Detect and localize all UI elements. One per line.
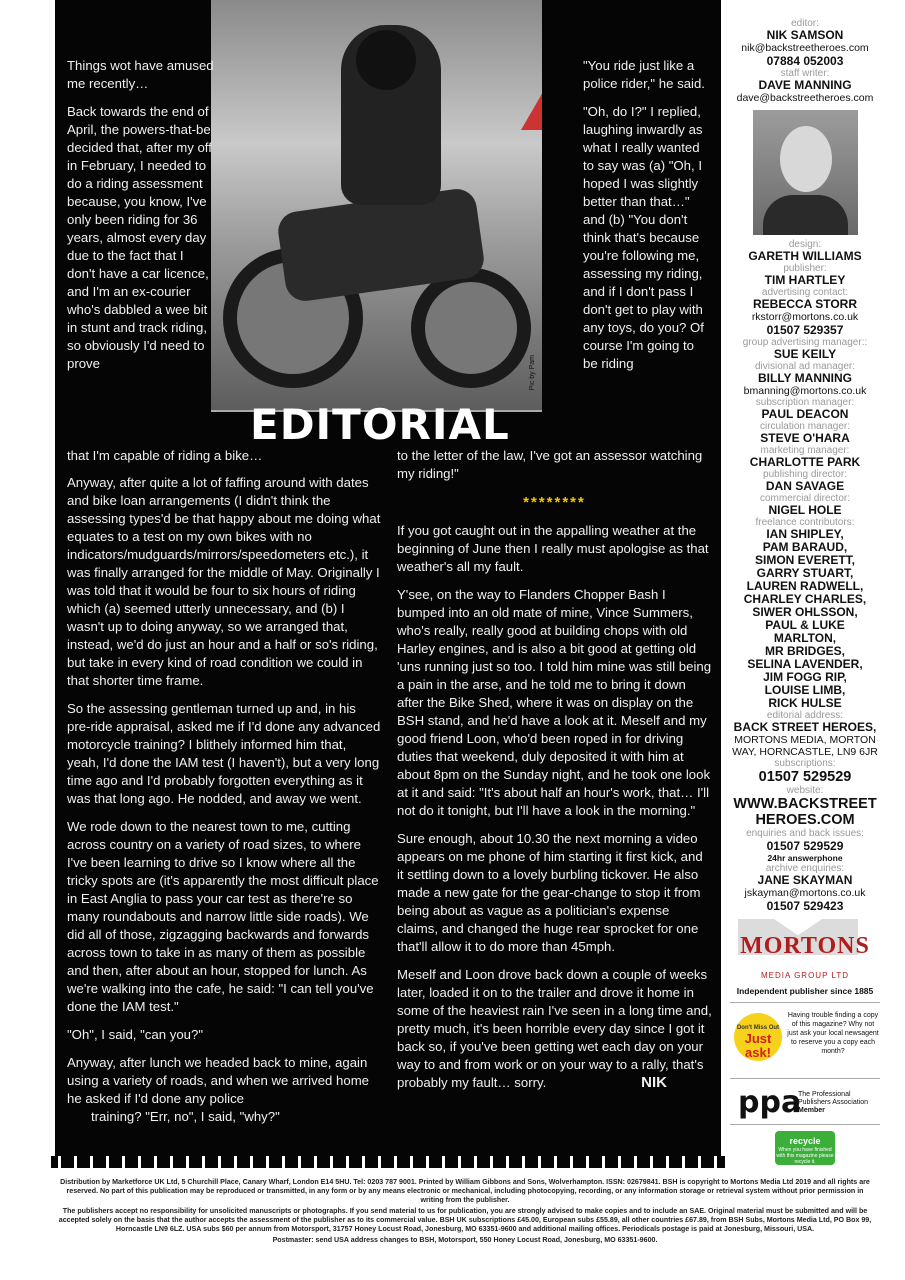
address-bold: BACK STREET HEROES,: [733, 720, 877, 734]
contributor-name: LOUISE LIMB,: [764, 683, 846, 697]
staff-writer-name: DAVE MANNING: [758, 78, 852, 92]
intro-paragraph-1: Things wot have amused me recently…: [67, 58, 214, 91]
contributor-name: IAN SHIPLEY,: [766, 527, 844, 541]
contributor-name: PAM BARAUD,: [762, 540, 848, 554]
editorial-address: [730, 721, 880, 758]
role-label: editorial address:: [766, 710, 844, 721]
mortons-subtitle: MEDIA GROUP LTD: [760, 971, 850, 980]
left-last-text: Anyway, after lunch we headed back to mine, again using a variety of roads, and when we arrived home he asked if I'd done any police: [67, 1055, 370, 1106]
recycle-label: recycle: [789, 1136, 821, 1146]
group-ad-manager-name: SUE KEILY: [773, 347, 837, 361]
ppa-mark: ppa: [738, 1085, 802, 1120]
role-label: publisher:: [783, 263, 827, 274]
face: [780, 126, 832, 192]
right-last-paragraph: [397, 966, 712, 1092]
website-link[interactable]: WWW.BACKSTREET HEROES.COM: [733, 796, 877, 828]
editor-phone: 07884 052003: [766, 54, 844, 68]
right-last-text: Meself and Loon drove back down a couple of weeks later, loaded it on to the trailer and drove it home in some of the heaviest rain I've seen in a long time and, pretty much, it's been horrible every day since I got it back so, if you've been getting wet each day on your way to and from work or on your way to a rally, that's probably my fault… sorry.: [397, 967, 712, 1090]
intro-paragraph-2: Back towards the end of April, the powers-that-be decided that, after my off in February, I needed to do a riding assessment because, you know, I've only been riding for 36 years, almost every day due to the fact that I don't have a car licence, and I'm an ex-courier who's dabbled a wee bit in stunt and track riding, so obviously I'd need to prove: [67, 104, 212, 371]
enquiries-phone: 01507 529529: [766, 839, 844, 853]
right-paragraph: Y'see, on the way to Flanders Chopper Bash I bumped into an old mate of mine, Vince Summers, who's really, really good at building chops with old Harley engines, and is also a bit good at getting old 'uns running just so too. I told him mine was still being a pain in the arse, and he told me to bring it down after the Bike Shed, where it was on display on the BSH stand, and he'd have a look at it. Meself and my good friend Loon, who'd been roped in for driving duties that weekend, duly deposited it with him at about 8pm on the Sunday night, and he took one look at it and said: "It's about half an hour's work, that… I'll not do it tonight, but I'll have a look in the morning.": [397, 587, 712, 818]
right-top-paragraph-2: "Oh, do I?" I replied, laughing inwardly as what I really wanted to say was (a) "Oh, I hoped I was slightly better than that…" and (b) "You don't think that's because you're following me, assessing my riding, and if I don't pass I don't get to play with any toys, do you? Of course I'm going to be riding: [583, 104, 704, 371]
footer-terms: The publishers accept no responsibility for unsolicited manuscripts or photographs. If you send material to us for publication, you are strongly advised to make copies and to include an SAE. Original material must be submitted and will be accepted solely on the basis that the author accepts the assessment of the publisher as to its commercial value. BSH UK subscriptions £45.00, European subs £55.89, all other countries £67.89, from BSH Subs, Mortons Media Ltd, PO Box 99, Horncastle LN9 6LZ. USA subs $60 per annum from Motorsport, 31757 Honey Locust Road, Jonesburg, MO 63351-9600 and additional mailing offices. Periodicals postage is paid at Jonesburg, Missouri, USA.: [58, 1207, 872, 1233]
intro-column: [67, 57, 215, 383]
ad-contact-email[interactable]: rkstorr@mortons.co.uk: [751, 311, 859, 323]
role-label: publishing director:: [763, 469, 847, 480]
subscription-manager-name: PAUL DEACON: [761, 407, 849, 421]
editor-name: NIK SAMSON: [766, 28, 844, 42]
masthead-sidebar: [730, 18, 880, 1165]
role-label: staff writer:: [780, 68, 830, 79]
left-paragraph: We rode down to the nearest town to me, cutting across country on a variety of road sizes, to where I've been learning to drive so I know where all the tricky spots are (it's apparently the most difficult place in East Anglia to pass your car test as there're so many roundabouts and narrow little side roads). We did all of those, zigzagging backwards and forwards across town to take in as many of them as possible and then, after about an hour, stopped for lunch. As we're walking into the cafe, he said: "I can tell you've done the IAM test.": [67, 819, 379, 1014]
mortons-mark: [730, 919, 880, 969]
left-paragraph: So the assessing gentleman turned up and, in his pre-ride appraisal, asked me if I'd done any advanced motorcycle training? I blithely informed him that, yeah, I'd done the IAM test (I haven't), but a very long time ago and I'd probably forgotten everything as it was that long ago. He nodded, and away we went.: [67, 701, 381, 806]
footer: [55, 1178, 875, 1247]
rider-photo: [211, 0, 542, 412]
divisional-ad-manager-name: BILLY MANNING: [757, 371, 852, 385]
contributor-name: RICK HULSE: [768, 696, 842, 710]
contributor-name: SELINA LAVENDER,: [747, 657, 863, 671]
circulation-manager-name: STEVE O'HARA: [760, 431, 850, 445]
role-label: advertising contact:: [761, 287, 849, 298]
role-label: subscriptions:: [774, 758, 836, 769]
right-column: [397, 522, 712, 1102]
left-column: [67, 474, 382, 1136]
helmet: [356, 30, 416, 90]
section-divider: ********: [523, 494, 586, 511]
editor-email[interactable]: nik@backstreetheroes.com: [741, 42, 869, 54]
contributor-name: SIMON EVERETT,: [754, 553, 855, 567]
mortons-logo: [730, 919, 880, 980]
rear-wheel: [411, 268, 531, 388]
contributor-name: JIM FOGG RIP,: [763, 670, 847, 684]
right-top-column: [583, 57, 708, 383]
divisional-ad-manager-email[interactable]: bmanning@mortons.co.uk: [743, 385, 867, 397]
just-ask-label: Just ask!: [744, 1031, 772, 1060]
role-label: design:: [788, 239, 822, 250]
signature: NIK: [641, 1074, 667, 1091]
contributor-name: SIWER OHLSSON,: [752, 605, 858, 619]
contributor-name: MARLTON,: [773, 631, 837, 645]
recycle-sub: When you have finished with this magazine please recycle it.: [776, 1147, 834, 1165]
role-label: archive enquiries:: [765, 863, 845, 874]
contributor-name: MR BRIDGES,: [764, 644, 845, 658]
answerphone-note: 24hr answerphone: [767, 853, 843, 863]
left-last-end: training? "Err, no", I said, "why?": [91, 1109, 280, 1124]
designer-name: GARETH WILLIAMS: [748, 249, 862, 263]
role-label: freelance contributors:: [755, 517, 855, 528]
commercial-director-name: NIGEL HOLE: [768, 503, 842, 517]
just-ask-promo: [730, 1009, 880, 1079]
role-label: subscription manager:: [755, 397, 855, 408]
role-label: enquiries and back issues:: [746, 828, 864, 839]
role-label: website:: [786, 785, 824, 796]
right-paragraph: If you got caught out in the appalling weather at the beginning of June then I really must apologise as that weather's all my fault.: [397, 523, 709, 574]
address-rest: MORTONS MEDIA, MORTON WAY, HORNCASTLE, LN9 6JR: [732, 734, 878, 758]
page-title: EDITORIAL: [250, 400, 510, 449]
ppa-member: Member: [798, 1107, 825, 1114]
contributor-name: LAUREN RADWELL,: [746, 579, 864, 593]
ad-contact-phone: 01507 529357: [766, 323, 844, 337]
role-label: circulation manager:: [759, 421, 851, 432]
role-label: commercial director:: [759, 493, 851, 504]
contributor-name: PAUL & LUKE: [765, 618, 845, 632]
left-last-paragraph: [67, 1054, 382, 1126]
road-sign: [521, 78, 542, 130]
editor-headshot: [753, 110, 858, 235]
just-ask-top: Don't Miss Out: [736, 1025, 780, 1031]
independent-publisher: Independent publisher since 1885: [730, 986, 880, 1003]
marketing-manager-name: CHARLOTTE PARK: [749, 455, 861, 469]
ppa-logo: [730, 1085, 880, 1125]
ppa-name: The Professional Publishers Association: [798, 1091, 869, 1106]
subscriptions-phone: 01507 529529: [758, 769, 852, 785]
role-label: group advertising manager::: [742, 337, 868, 348]
role-label: marketing manager:: [760, 445, 850, 456]
staff-writer-email[interactable]: dave@backstreetheroes.com: [736, 92, 874, 104]
footer-distribution: Distribution by Marketforce UK Ltd, 5 Churchill Place, Canary Wharf, London E14 5HU. Tel: 0203 787 9001. Printed by William Gibbons and Sons, Wolverhampton. ISSN: 02679841. BSH is copyright to Mortons Media Ltd 2019 and all rights are reserved. No part of this publication may be reproduced or transmitted, in any form or by any means electronic or mechanical, including photocopying, recording, or any information storage or retrieval system without prior permission in writing from the publisher.: [60, 1178, 870, 1204]
recycle-logo: [775, 1131, 835, 1165]
archive-phone: 01507 529423: [766, 899, 844, 913]
role-label: divisional ad manager:: [754, 361, 856, 372]
ad-contact-name: REBECCA STORR: [752, 297, 857, 311]
archive-contact-name: JANE SKAYMAN: [757, 873, 853, 887]
contributor-name: CHARLEY CHARLES,: [743, 592, 867, 606]
role-label: editor:: [791, 18, 819, 29]
just-ask-text: Having trouble finding a copy of this magazine? Why not just ask your local newsagent to reserve you a copy each month?: [787, 1012, 879, 1055]
footer-postmaster: Postmaster: send USA address changes to BSH, Motorsport, 550 Honey Locust Road, Jonesburg, MO 63351-9600.: [272, 1236, 658, 1244]
shirt: [763, 195, 848, 235]
right-top-paragraph-1: "You ride just like a police rider," he said.: [583, 58, 705, 91]
just-ask-badge: [734, 1013, 782, 1061]
archive-email[interactable]: jskayman@mortons.co.uk: [744, 887, 866, 899]
publisher-name: TIM HARTLEY: [764, 273, 846, 287]
mortons-wordmark: MORTONS: [740, 933, 870, 959]
publishing-director-name: DAN SAVAGE: [765, 479, 845, 493]
intro-continuation: that I'm capable of riding a bike…: [67, 448, 263, 463]
photo-credit: Pic by Pam: [529, 354, 536, 390]
contributor-name: GARRY STUART,: [756, 566, 854, 580]
ppa-text: [798, 1091, 880, 1115]
left-paragraph: "Oh", I said, "can you?": [67, 1027, 204, 1042]
right-top-continuation: to the letter of the law, I've got an assessor watching my riding!": [397, 448, 703, 481]
left-paragraph: Anyway, after quite a lot of faffing around with dates and bike loan arrangements (I didn't think the assessing types'd be that happy about me doing what equates to a test on my own bikes with no indicators/mudguards/mirrors/speedometers etc.), it was finally arranged for the middle of May. Originally I was told that it would be four to six hours of riding which (a) seemed utterly unnecessary, and (b) I wasn't up to doing anyway, so we arranged that, instead, we'd do just an hour and a half or so's riding, but take in every kind of road condition we could in that shorter time frame.: [67, 475, 381, 688]
right-paragraph: Sure enough, about 10.30 the next morning a video appears on me phone of him starting it first kick, and it settling down to a lovely burbling tickover. He also made a new gate for the gear-change to stop it from being about as vague as a politician's expense claims, and changed the huge rear sprocket for one that'll allow it to do more than 45mph.: [397, 831, 703, 954]
